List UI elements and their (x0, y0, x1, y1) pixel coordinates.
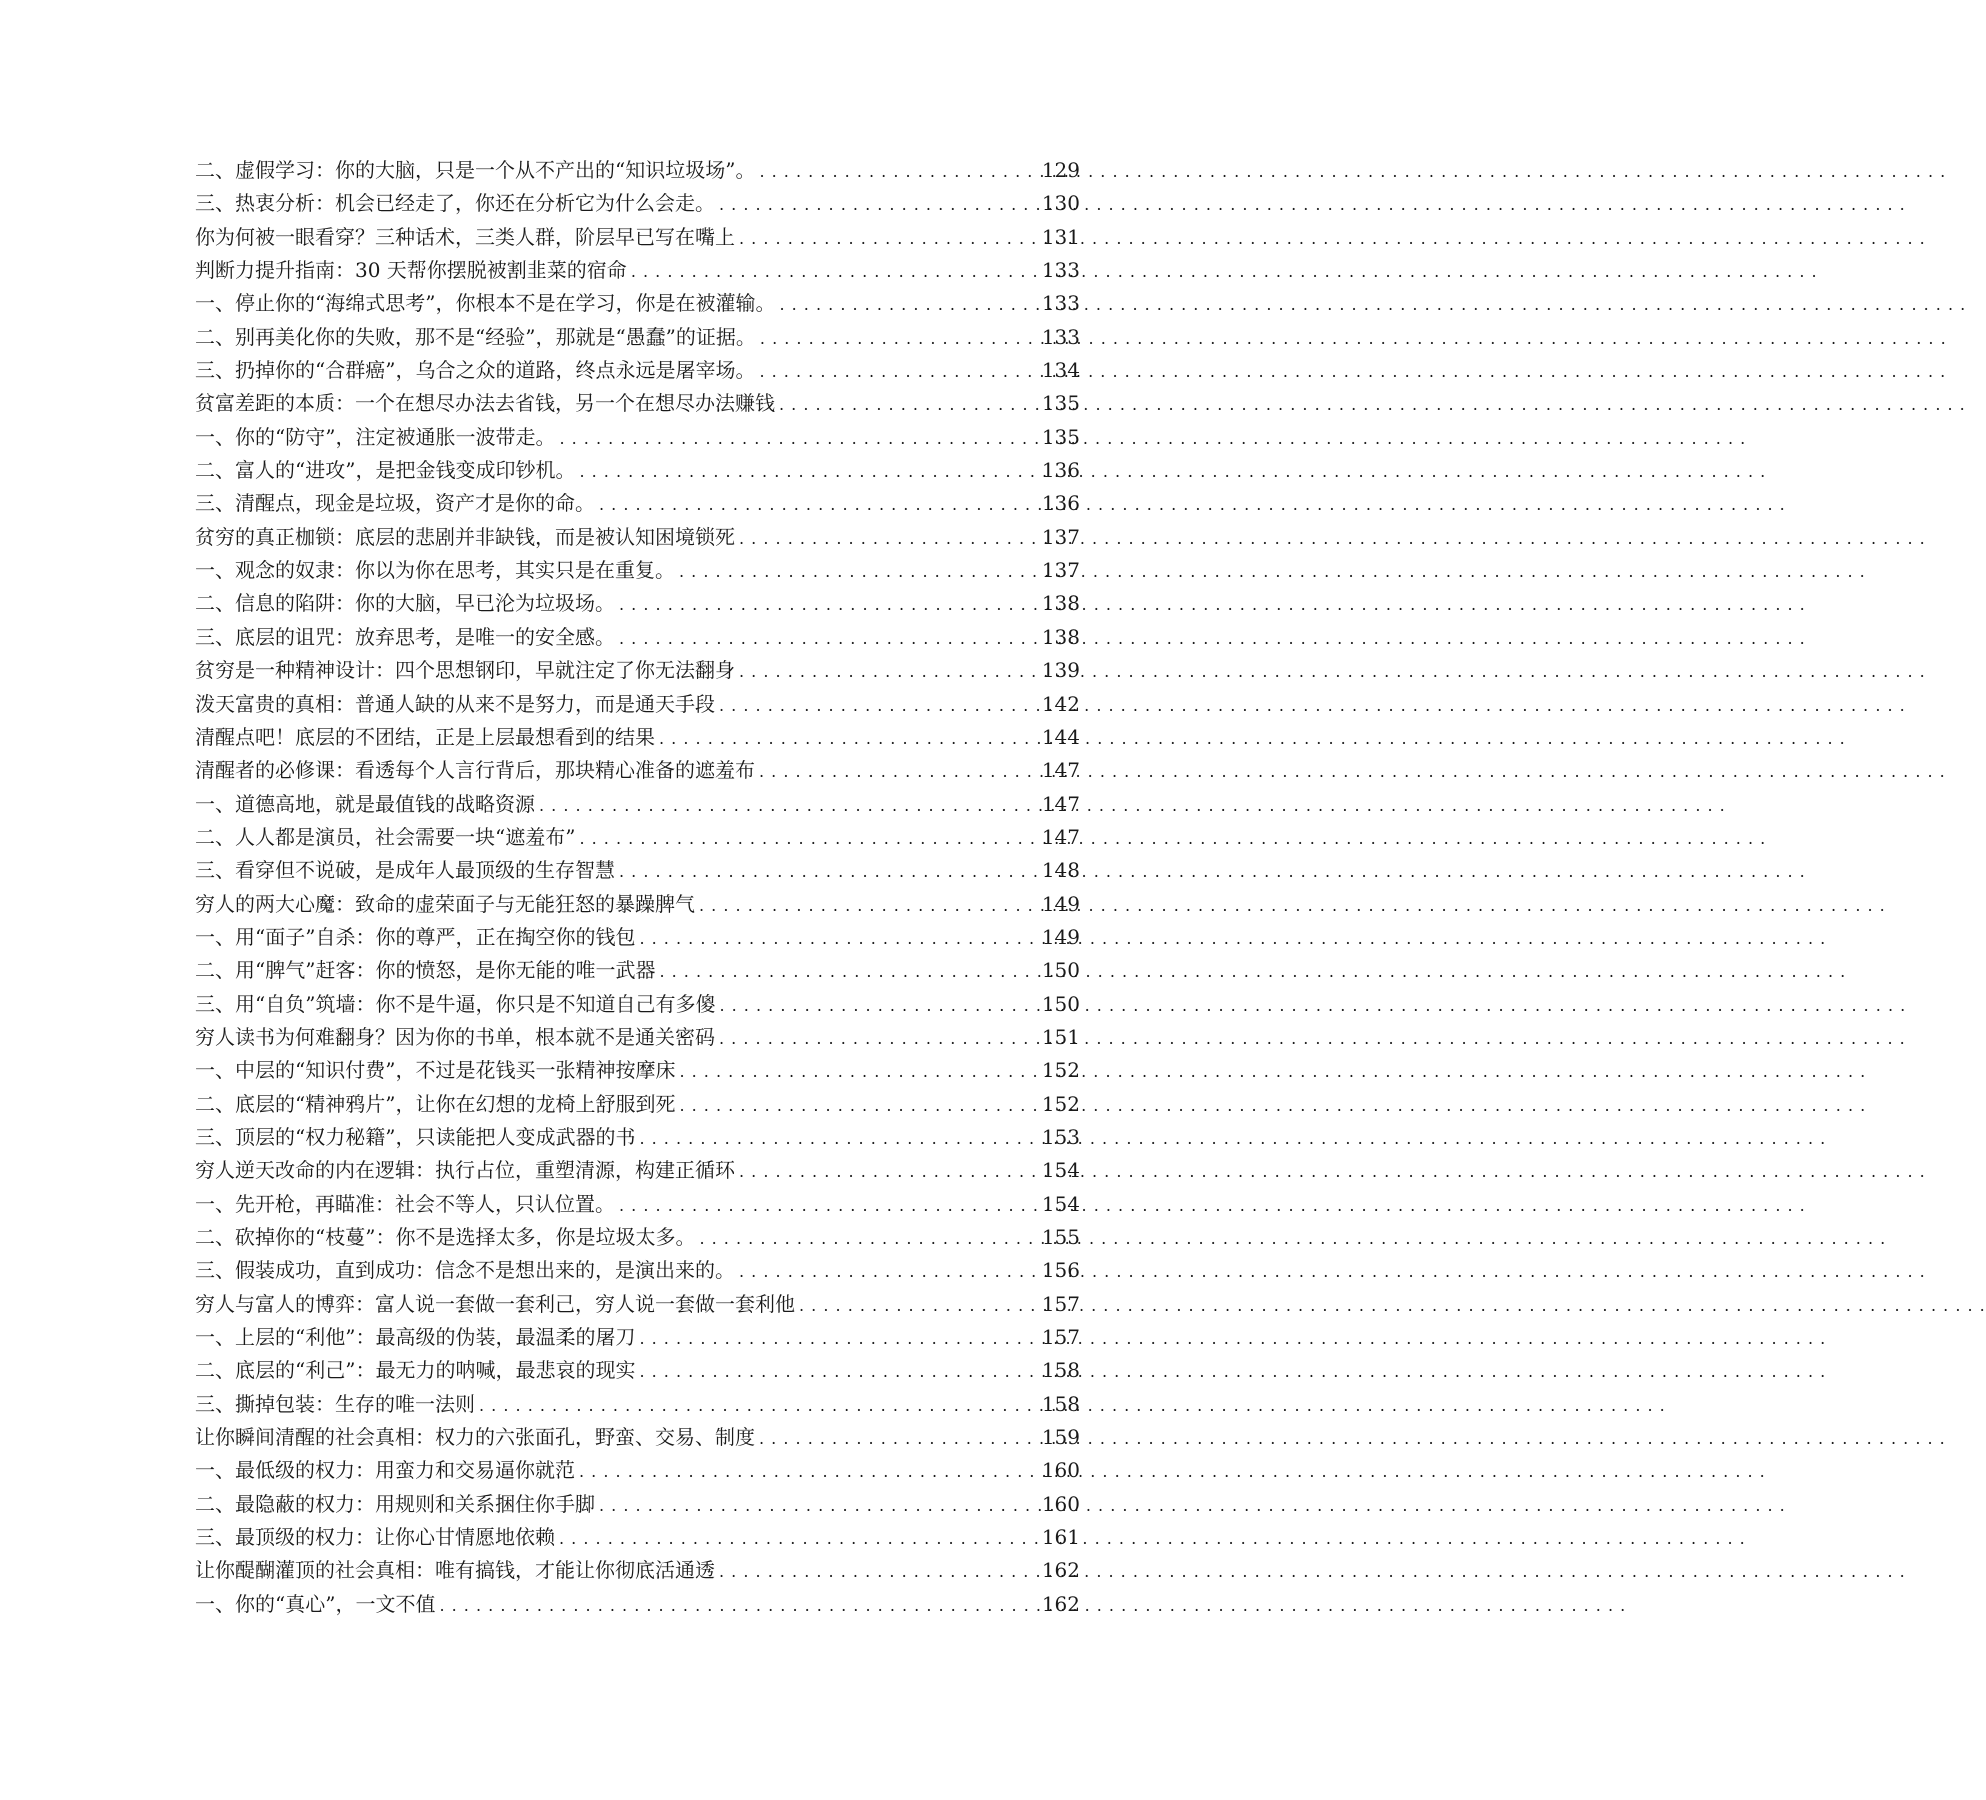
toc-entry[interactable] (195, 221, 1080, 254)
toc-entry[interactable] (195, 954, 1080, 987)
toc-entry-title: 三、热衷分析：机会已经走了，你还在分析它为什么会走。 (195, 191, 715, 216)
toc-entry-title: 三、清醒点，现金是垃圾，资产才是你的命。 (195, 491, 595, 516)
toc-entry-title: 三、扔掉你的“合群癌”，乌合之众的道路，终点永远是屠宰场。 (195, 358, 756, 383)
toc-dot-leader (639, 1121, 1037, 1154)
toc-dot-leader (619, 621, 1038, 654)
toc-entry-page-number: 133 (1041, 291, 1080, 316)
toc-dot-leader (559, 1521, 1038, 1554)
toc-dot-leader (739, 1254, 1038, 1287)
toc-entry-page-number: 149 (1041, 924, 1080, 949)
toc-entry[interactable] (195, 621, 1080, 654)
toc-dot-leader (719, 688, 1038, 721)
toc-entry-page-number: 158 (1041, 1391, 1080, 1416)
toc-entry[interactable] (195, 354, 1080, 387)
toc-entry-page-number: 136 (1041, 491, 1080, 516)
toc-dot-leader (579, 821, 1037, 854)
toc-entry-title: 三、假装成功，直到成功：信念不是想出来的，是演出来的。 (195, 1258, 735, 1283)
toc-entry-title: 清醒点吧！底层的不团结，正是上层最想看到的结果 (195, 724, 655, 749)
toc-entry-page-number: 147 (1041, 791, 1080, 816)
toc-entry-page-number: 135 (1041, 424, 1080, 449)
toc-entry-page-number: 130 (1041, 191, 1080, 216)
toc-entry-page-number: 137 (1041, 524, 1080, 549)
toc-entry-page-number: 157 (1041, 1291, 1080, 1316)
toc-entry[interactable] (195, 521, 1080, 554)
toc-entry[interactable] (195, 1288, 1080, 1321)
toc-dot-leader (759, 154, 1037, 187)
toc-entry[interactable] (195, 421, 1080, 454)
toc-entry-title: 一、最低级的权力：用蛮力和交易逼你就范 (195, 1458, 575, 1483)
toc-entry-page-number: 156 (1041, 1258, 1080, 1283)
toc-entry[interactable] (195, 1254, 1080, 1287)
toc-entry-page-number: 162 (1041, 1558, 1080, 1583)
toc-entry[interactable] (195, 1188, 1080, 1221)
toc-entry[interactable] (195, 1588, 1080, 1621)
toc-entry[interactable] (195, 888, 1080, 921)
toc-dot-leader (639, 1354, 1037, 1387)
toc-entry-page-number: 142 (1041, 691, 1080, 716)
toc-entry-page-number: 137 (1041, 558, 1080, 583)
toc-entry-title: 一、先开枪，再瞄准：社会不等人，只认位置。 (195, 1191, 615, 1216)
toc-entry-title: 一、观念的奴隶：你以为你在思考，其实只是在重复。 (195, 558, 675, 583)
toc-entry-title: 三、用“自负”筑墙：你不是牛逼，你只是不知道自己有多傻 (195, 991, 716, 1016)
toc-entry-title: 泼天富贵的真相：普通人缺的从来不是努力，而是通天手段 (195, 691, 715, 716)
toc-dot-leader (599, 1488, 1038, 1521)
toc-entry-page-number: 134 (1041, 358, 1080, 383)
toc-entry-page-number: 150 (1041, 991, 1080, 1016)
toc-entry[interactable] (195, 587, 1080, 620)
toc-entry-page-number: 149 (1041, 891, 1080, 916)
toc-entry[interactable] (195, 854, 1080, 887)
toc-entry-title: 一、用“面子”自杀：你的尊严，正在掏空你的钱包 (195, 924, 636, 949)
toc-entry-title: 贫穷是一种精神设计：四个思想钢印，早就注定了你无法翻身 (195, 658, 735, 683)
toc-entry-title: 三、底层的诅咒：放弃思考，是唯一的安全感。 (195, 624, 615, 649)
toc-dot-leader (659, 954, 1037, 987)
toc-dot-leader (619, 854, 1038, 887)
toc-entry-page-number: 155 (1041, 1225, 1080, 1249)
toc-dot-leader (739, 221, 1038, 254)
toc-dot-leader (719, 988, 1037, 1021)
toc-entry[interactable] (195, 554, 1080, 587)
toc-entry-page-number: 139 (1041, 658, 1080, 683)
toc-entry-page-number: 161 (1041, 1525, 1080, 1550)
toc-entry[interactable] (195, 1521, 1080, 1554)
toc-entry-title: 一、你的“防守”，注定被通胀一波带走。 (195, 424, 556, 449)
toc-entry-title: 二、最隐蔽的权力：用规则和关系捆住你手脚 (195, 1491, 595, 1516)
toc-entry[interactable] (195, 1354, 1080, 1387)
toc-entry-title: 一、上层的“利他”：最高级的伪装，最温柔的屠刀 (195, 1325, 636, 1350)
toc-entry-page-number: 160 (1041, 1491, 1080, 1516)
toc-entry-page-number: 154 (1041, 1158, 1080, 1183)
toc-entry[interactable] (195, 754, 1080, 787)
toc-dot-leader (659, 721, 1038, 754)
toc-dot-leader (579, 1454, 1038, 1487)
toc-dot-leader (479, 1388, 1038, 1421)
toc-dot-leader (599, 487, 1038, 520)
toc-entry[interactable] (195, 454, 1080, 487)
toc-entry[interactable] (195, 287, 1080, 320)
toc-entry[interactable] (195, 1088, 1080, 1121)
toc-entry-page-number: 153 (1041, 1124, 1080, 1149)
toc-entry-title: 让你瞬间清醒的社会真相：权力的六张面孔，野蛮、交易、制度 (195, 1425, 755, 1450)
toc-entry-title: 三、撕掉包装：生存的唯一法则 (195, 1391, 475, 1416)
toc-entry-title: 你为何被一眼看穿？三种话术，三类人群，阶层早已写在嘴上 (195, 224, 735, 249)
toc-entry[interactable] (195, 1421, 1080, 1454)
toc-dot-leader (779, 387, 1038, 420)
toc-entry[interactable] (195, 1154, 1080, 1187)
toc-entry[interactable] (195, 387, 1080, 420)
toc-entry-page-number: 147 (1041, 758, 1080, 783)
toc-entry[interactable] (195, 688, 1080, 721)
toc-dot-leader (439, 1588, 1037, 1621)
toc-entry-page-number: 135 (1041, 391, 1080, 416)
toc-entry[interactable] (195, 821, 1080, 854)
toc-dot-leader (799, 1288, 1038, 1321)
toc-entry-page-number: 159 (1041, 1425, 1080, 1450)
toc-entry-title: 让你醍醐灌顶的社会真相：唯有搞钱，才能让你彻底活通透 (195, 1558, 715, 1583)
toc-dot-leader (719, 187, 1038, 220)
toc-entry[interactable] (195, 1121, 1080, 1154)
toc-entry[interactable] (195, 1388, 1080, 1421)
toc-entry-page-number: 160 (1041, 1458, 1080, 1483)
toc-entry-title: 二、富人的“进攻”，是把金钱变成印钞机。 (195, 458, 576, 483)
toc-entry[interactable] (195, 1221, 1080, 1254)
toc-entry-title: 二、人人都是演员，社会需要一块“遮羞布” (195, 824, 576, 849)
toc-dot-leader (579, 454, 1037, 487)
toc-dot-leader (539, 788, 1038, 821)
toc-dot-leader (759, 1421, 1038, 1454)
toc-entry-title: 二、用“脾气”赶客：你的愤怒，是你无能的唯一武器 (195, 958, 656, 983)
toc-entry-title: 二、底层的“精神鸦片”，让你在幻想的龙椅上舒服到死 (195, 1091, 676, 1116)
toc-entry-title: 二、信息的陷阱：你的大脑，早已沦为垃圾场。 (195, 591, 615, 616)
table-of-contents (195, 154, 1080, 1621)
toc-entry[interactable] (195, 187, 1080, 220)
toc-entry-title: 一、你的“真心”，一文不值 (195, 1591, 436, 1616)
toc-entry-page-number: 136 (1041, 458, 1080, 483)
toc-entry[interactable] (195, 321, 1080, 354)
toc-dot-leader (679, 554, 1038, 587)
toc-entry[interactable] (195, 788, 1080, 821)
toc-dot-leader (739, 521, 1038, 554)
toc-dot-leader (719, 1554, 1038, 1587)
toc-entry-title: 二、虚假学习：你的大脑，只是一个从不产出的“知识垃圾场”。 (195, 158, 756, 182)
toc-dot-leader (679, 1088, 1037, 1121)
toc-entry[interactable] (195, 654, 1080, 687)
toc-entry-page-number: 138 (1041, 591, 1080, 616)
toc-entry[interactable] (195, 1454, 1080, 1487)
toc-entry-page-number: 158 (1041, 1358, 1080, 1383)
toc-dot-leader (760, 321, 1038, 354)
toc-dot-leader (679, 1054, 1037, 1087)
toc-dot-leader (631, 254, 1038, 287)
toc-entry-title: 一、停止你的“海绵式思考”，你根本不是在学习，你是在被灌输。 (195, 291, 776, 316)
toc-entry[interactable] (195, 1321, 1080, 1354)
toc-entry-page-number: 148 (1041, 858, 1080, 883)
toc-entry-page-number: 138 (1041, 624, 1080, 649)
toc-entry-title: 贫富差距的本质：一个在想尽办法去省钱，另一个在想尽办法赚钱 (195, 391, 775, 416)
toc-entry[interactable] (195, 1021, 1080, 1054)
toc-dot-leader (719, 1021, 1038, 1054)
toc-entry-title: 穷人读书为何难翻身？因为你的书单，根本就不是通关密码 (195, 1024, 715, 1049)
toc-entry[interactable] (195, 1054, 1080, 1087)
toc-entry-title: 穷人与富人的博弈：富人说一套做一套利己，穷人说一套做一套利他 (195, 1291, 795, 1316)
toc-dot-leader (739, 654, 1038, 687)
toc-entry-page-number: 150 (1041, 958, 1080, 983)
toc-entry[interactable] (195, 1488, 1080, 1521)
toc-entry-title: 三、看穿但不说破，是成年人最顶级的生存智慧 (195, 858, 615, 883)
toc-entry-title: 贫穷的真正枷锁：底层的悲剧并非缺钱，而是被认知困境锁死 (195, 524, 735, 549)
toc-entry-title: 穷人逆天改命的内在逻辑：执行占位，重塑清源，构建正循环 (195, 1158, 735, 1183)
toc-entry[interactable] (195, 1554, 1080, 1587)
toc-entry-title: 二、砍掉你的“枝蔓”：你不是选择太多，你是垃圾太多。 (195, 1225, 696, 1249)
toc-entry-page-number: 147 (1041, 824, 1080, 849)
toc-entry-page-number: 151 (1041, 1024, 1080, 1049)
toc-entry-title: 二、别再美化你的失败，那不是“经验”，那就是“愚蠢”的证据。 (195, 324, 756, 349)
toc-entry[interactable] (195, 154, 1080, 187)
toc-dot-leader (759, 754, 1038, 787)
toc-entry-title: 二、底层的“利己”：最无力的呐喊，最悲哀的现实 (195, 1358, 636, 1383)
toc-dot-leader (759, 354, 1037, 387)
toc-entry[interactable] (195, 254, 1080, 287)
toc-entry-page-number: 152 (1041, 1058, 1080, 1083)
toc-entry-page-number: 162 (1041, 1591, 1080, 1616)
toc-entry-page-number: 131 (1041, 224, 1080, 249)
toc-entry[interactable] (195, 487, 1080, 520)
toc-entry-page-number: 129 (1041, 158, 1080, 182)
toc-dot-leader (619, 587, 1038, 620)
toc-entry[interactable] (195, 988, 1080, 1021)
toc-dot-leader (639, 1321, 1037, 1354)
toc-entry-title: 三、最顶级的权力：让你心甘情愿地依赖 (195, 1525, 555, 1550)
toc-dot-leader (779, 287, 1037, 320)
toc-dot-leader (639, 921, 1037, 954)
toc-entry-page-number: 154 (1041, 1191, 1080, 1216)
toc-dot-leader (699, 888, 1038, 921)
toc-entry-title: 三、顶层的“权力秘籍”，只读能把人变成武器的书 (195, 1124, 636, 1149)
toc-dot-leader (619, 1188, 1038, 1221)
toc-entry-page-number: 133 (1041, 324, 1080, 349)
toc-entry-page-number: 152 (1041, 1091, 1080, 1116)
toc-dot-leader (559, 421, 1037, 454)
toc-entry-title: 判断力提升指南：30 天帮你摆脱被割韭菜的宿命 (195, 258, 627, 283)
toc-entry-title: 穷人的两大心魔：致命的虚荣面子与无能狂怒的暴躁脾气 (195, 891, 695, 916)
toc-entry-title: 一、道德高地，就是最值钱的战略资源 (195, 791, 535, 816)
toc-entry[interactable] (195, 921, 1080, 954)
toc-entry-title: 一、中层的“知识付费”，不过是花钱买一张精神按摩床 (195, 1058, 676, 1083)
toc-entry[interactable] (195, 721, 1080, 754)
toc-entry-page-number: 133 (1041, 258, 1080, 283)
toc-entry-title: 清醒者的必修课：看透每个人言行背后，那块精心准备的遮羞布 (195, 758, 755, 783)
toc-entry-page-number: 157 (1041, 1325, 1080, 1350)
toc-dot-leader (739, 1154, 1038, 1187)
toc-dot-leader (699, 1221, 1037, 1254)
toc-entry-page-number: 144 (1041, 724, 1080, 749)
